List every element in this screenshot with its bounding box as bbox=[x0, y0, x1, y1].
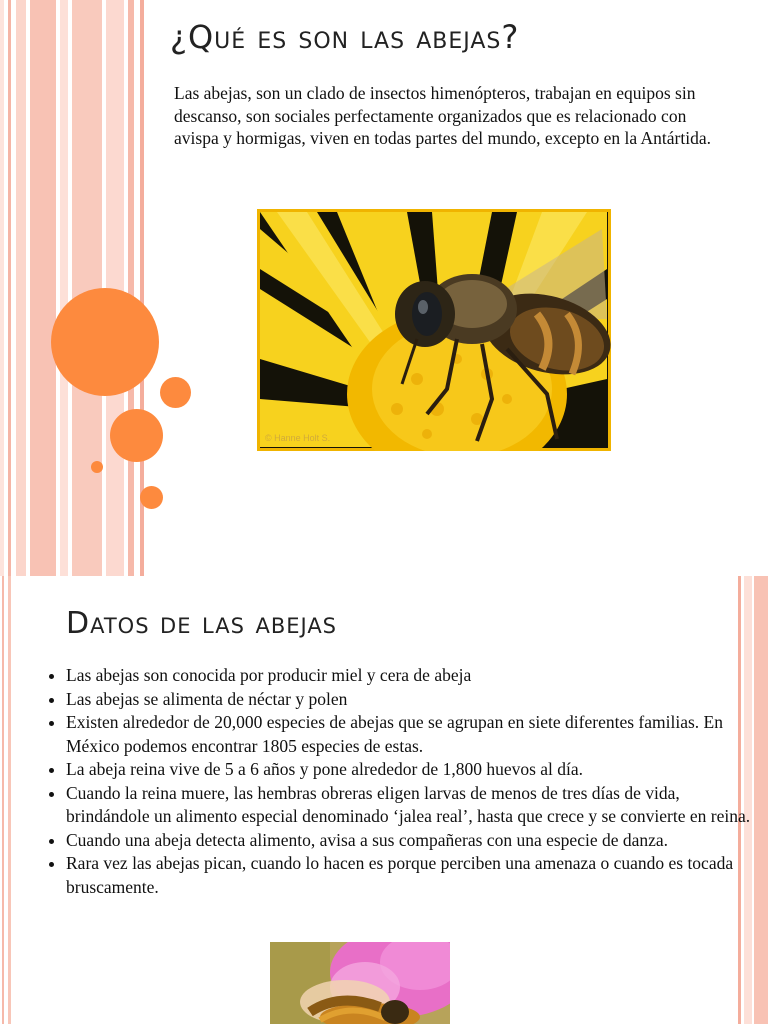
decorative-circle-large bbox=[51, 288, 159, 396]
decorative-stripe bbox=[16, 0, 26, 576]
list-item: • La abeja reina vive de 5 a 6 años y pone alrededor de 1,800 huevos al día. bbox=[66, 758, 756, 782]
slide-datos-de-las-abejas bbox=[0, 576, 768, 1024]
bee-on-flower-photo bbox=[257, 209, 611, 451]
decorative-stripe bbox=[128, 0, 134, 576]
slide-title: ¿Qué es son las abejas? bbox=[170, 18, 520, 56]
list-item: • Cuando la reina muere, las hembras obreras eligen larvas de menos de tres días de vida, brindándole un alimento especial denominado ‘jalea real’, hasta que crece y se convierte en reina. bbox=[66, 782, 756, 829]
decorative-stripe bbox=[0, 0, 4, 576]
list-item: • Existen alrededor de 20,000 especies de abejas que se agrupan en siete diferentes familias. En México podemos encontrar 1805 especies de estas. bbox=[66, 711, 756, 758]
decorative-circle bbox=[160, 377, 191, 408]
decorative-stripe bbox=[754, 576, 768, 1024]
list-item: • Cuando una abeja detecta alimento, avisa a sus compañeras con una especie de danza. bbox=[66, 829, 756, 853]
decorative-circle bbox=[110, 409, 163, 462]
bee-pink-flower-illustration bbox=[270, 942, 450, 1024]
decorative-circle bbox=[91, 461, 103, 473]
intro-paragraph: Las abejas, son un clado de insectos himenópteros, trabajan en equipos sin descanso, son sociales perfectamente organizados que es relacionado con avispa y hormigas, viven en todas partes del mundo, excepto en la Antártida. bbox=[174, 83, 712, 148]
decorative-stripe bbox=[60, 0, 68, 576]
decorative-stripe bbox=[8, 576, 11, 1024]
slide-title: Datos de las abejas bbox=[66, 606, 338, 641]
list-item: • Las abejas se alimenta de néctar y polen bbox=[66, 688, 756, 712]
decorative-circle bbox=[140, 486, 163, 509]
decorative-stripe bbox=[8, 0, 11, 576]
facts-list bbox=[38, 664, 756, 899]
decorative-stripe bbox=[2, 576, 4, 1024]
list-item: • Rara vez las abejas pican, cuando lo hacen es porque perciben una amenaza o cuando es tocada bruscamente. bbox=[66, 852, 756, 899]
decorative-stripe bbox=[30, 0, 56, 576]
photo-watermark: © Hanne Holt S. bbox=[265, 433, 331, 443]
bee-on-pink-flower-photo bbox=[270, 942, 450, 1024]
bee-flower-illustration bbox=[257, 209, 611, 451]
list-item: • Las abejas son conocida por producir miel y cera de abeja bbox=[66, 664, 756, 688]
